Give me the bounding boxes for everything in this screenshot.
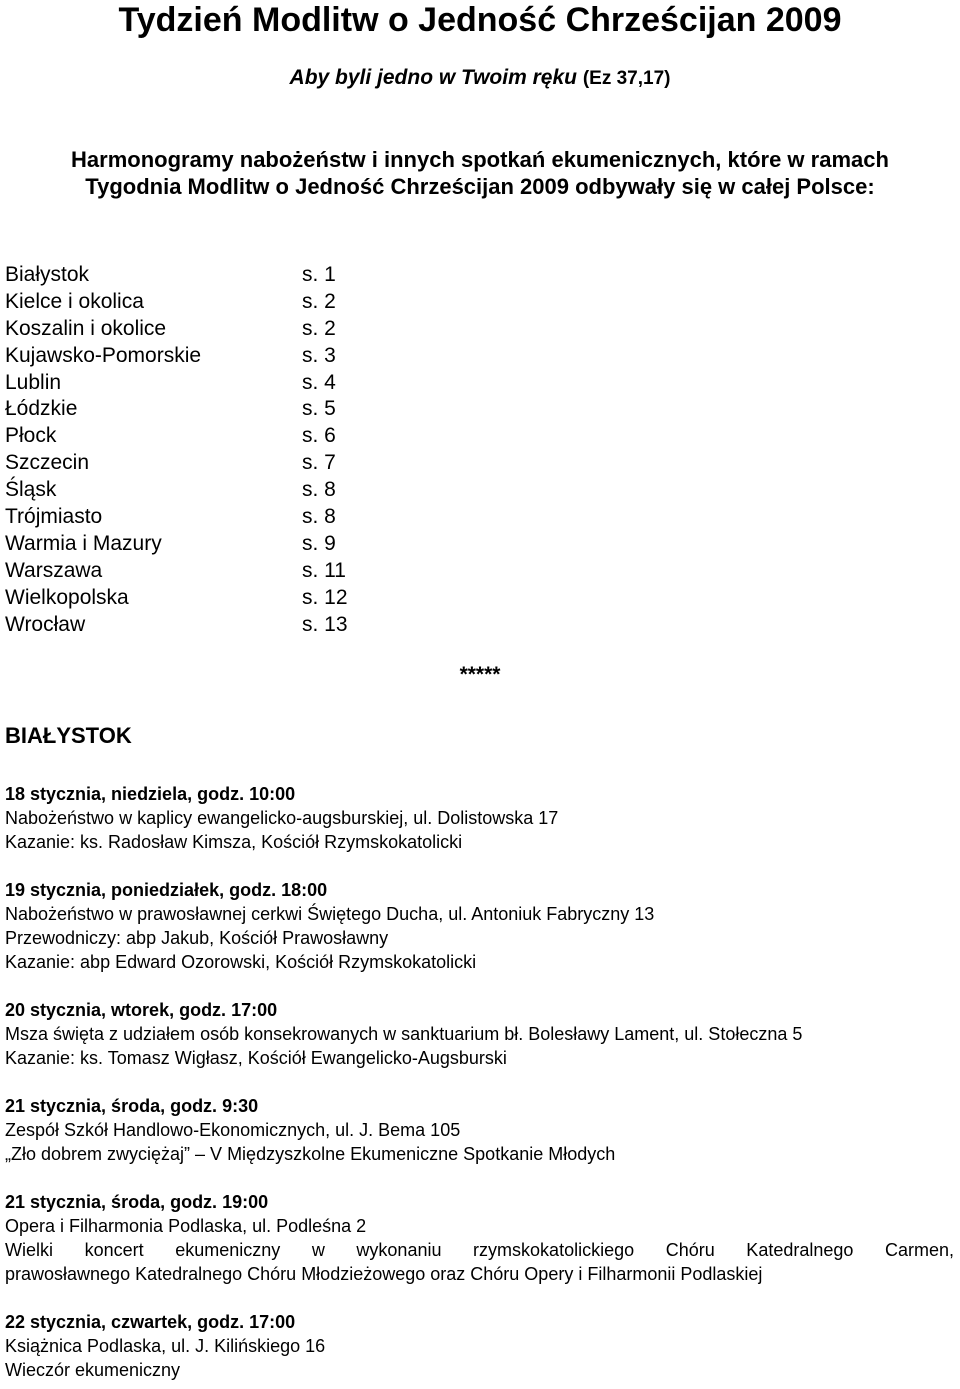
event-detail-line: prawosławnego Katedralnego Chóru Młodzieżowego oraz Chóru Opery i Filharmonii Podlaskiej <box>5 1264 763 1284</box>
toc-entry <box>5 396 348 423</box>
event-detail-line: „Zło dobrem zwyciężaj” – V Międzyszkolne Ekumeniczne Spotkanie Młodych <box>5 1144 616 1164</box>
event-date-time: 20 stycznia, wtorek, godz. 17:00 <box>5 1000 278 1020</box>
intro-paragraph <box>0 146 960 200</box>
event-entry <box>5 782 954 854</box>
toc-entry <box>5 343 348 370</box>
event-entry <box>5 998 954 1070</box>
event-detail-line: Książnica Podlaska, ul. J. Kilińskiego 16 <box>5 1336 326 1356</box>
toc-entry-page: s. 9 <box>302 531 336 555</box>
toc-entry <box>5 289 348 316</box>
toc-entry <box>5 531 348 558</box>
event-detail-line: Zespół Szkół Handlowo-Ekonomicznych, ul. J. Bema 105 <box>5 1120 461 1140</box>
toc-entry-name: Białystok <box>5 263 90 286</box>
toc-entry-name: Warmia i Mazury <box>5 531 162 555</box>
toc-entry <box>5 477 348 504</box>
toc-entry-name: Kielce i okolica <box>5 289 144 313</box>
subtitle-reference: (Ez 37,17) <box>582 68 671 89</box>
document-subtitle <box>0 64 960 93</box>
toc-entry-page: s. 11 <box>302 558 346 582</box>
event-detail-line: Msza święta z udziałem osób konsekrowanych w sanktuarium bł. Bolesławy Lament, ul. Stołeczna 5 <box>5 1024 803 1044</box>
toc-entry-page: s. 5 <box>302 397 336 421</box>
toc-entry-name: Śląsk <box>5 478 57 502</box>
event-detail-line: Wielki koncert ekumeniczny w wykonaniu rzymskokatolickiego Chóru Katedralnego Carmen, <box>5 1240 954 1260</box>
event-detail-line: Kazanie: ks. Tomasz Wigłasz, Kościół Ewangelicko-Augsburski <box>5 1048 507 1068</box>
toc-entry <box>5 262 348 289</box>
event-date-time: 21 stycznia, środa, godz. 9:30 <box>5 1096 259 1116</box>
section-heading: BIAŁYSTOK <box>5 723 132 748</box>
toc-entry-name: Wrocław <box>5 612 86 636</box>
event-date-time: 22 stycznia, czwartek, godz. 17:00 <box>5 1312 296 1332</box>
event-entry <box>5 878 954 974</box>
toc-entry <box>5 612 348 639</box>
toc-entry-page: s. 8 <box>302 505 336 529</box>
toc-entry-page: s. 4 <box>302 370 336 394</box>
toc-entry-name: Lublin <box>5 370 62 394</box>
toc-entry <box>5 558 348 585</box>
toc-entry-name: Łódzkie <box>5 397 78 421</box>
event-detail-line: Przewodniczy: abp Jakub, Kościół Prawosławny <box>5 928 389 948</box>
toc-entry-page: s. 1 <box>302 263 336 286</box>
document-title: Tydzień Modlitw o Jedność Chrześcijan 2009 <box>118 1 842 39</box>
toc-entry-page: s. 7 <box>302 451 336 475</box>
event-entry <box>5 1094 954 1166</box>
toc-entry-page: s. 12 <box>302 585 348 609</box>
toc-entry-name: Trójmiasto <box>5 505 103 529</box>
toc-entry-page: s. 13 <box>302 612 348 636</box>
event-detail-line: Nabożeństwo w prawosławnej cerkwi Świętego Ducha, ul. Antoniuk Fabryczny 13 <box>5 904 655 924</box>
toc-entry-name: Kujawsko-Pomorskie <box>5 343 202 367</box>
toc-entry-page: s. 6 <box>302 424 336 448</box>
toc-entry-page: s. 8 <box>302 478 336 502</box>
event-entry <box>5 1310 954 1382</box>
event-detail-line: Wieczór ekumeniczny <box>5 1360 181 1380</box>
toc-entry-name: Płock <box>5 424 57 448</box>
subtitle-text: Aby byli jedno w Twoim ręku <box>289 66 577 89</box>
event-entry <box>5 1190 954 1286</box>
toc-entry <box>5 504 348 531</box>
toc-entry <box>5 370 348 397</box>
event-detail-line: Kazanie: abp Edward Ozorowski, Kościół Rzymskokatolicki <box>5 952 477 972</box>
intro-line: Harmonogramy nabożeństw i innych spotkań ekumenicznych, które w ramach <box>71 147 889 172</box>
toc-entry <box>5 450 348 477</box>
toc-entry-name: Koszalin i okolice <box>5 316 167 340</box>
event-detail-line: Kazanie: ks. Radosław Kimsza, Kościół Rzymskokatolicki <box>5 832 463 852</box>
section-separator: ***** <box>459 663 501 686</box>
toc-entry <box>5 423 348 450</box>
toc-entry-name: Szczecin <box>5 451 90 475</box>
intro-line: Tygodnia Modlitw o Jedność Chrześcijan 2009 odbywały się w całej Polsce: <box>85 174 875 199</box>
toc-entry-name: Warszawa <box>5 558 103 582</box>
toc-entry-page: s. 2 <box>302 289 336 313</box>
event-date-time: 19 stycznia, poniedziałek, godz. 18:00 <box>5 880 328 900</box>
event-date-time: 18 stycznia, niedziela, godz. 10:00 <box>5 784 296 804</box>
event-detail-line: Nabożeństwo w kaplicy ewangelicko-augsburskiej, ul. Dolistowska 17 <box>5 808 559 828</box>
table-of-contents <box>5 262 348 638</box>
toc-entry-page: s. 2 <box>302 316 336 340</box>
event-date-time: 21 stycznia, środa, godz. 19:00 <box>5 1192 269 1212</box>
event-detail-line: Opera i Filharmonia Podlaska, ul. Podleśna 2 <box>5 1216 367 1236</box>
toc-entry <box>5 585 348 612</box>
toc-entry-name: Wielkopolska <box>5 585 129 609</box>
toc-entry <box>5 316 348 343</box>
toc-entry-page: s. 3 <box>302 343 336 367</box>
